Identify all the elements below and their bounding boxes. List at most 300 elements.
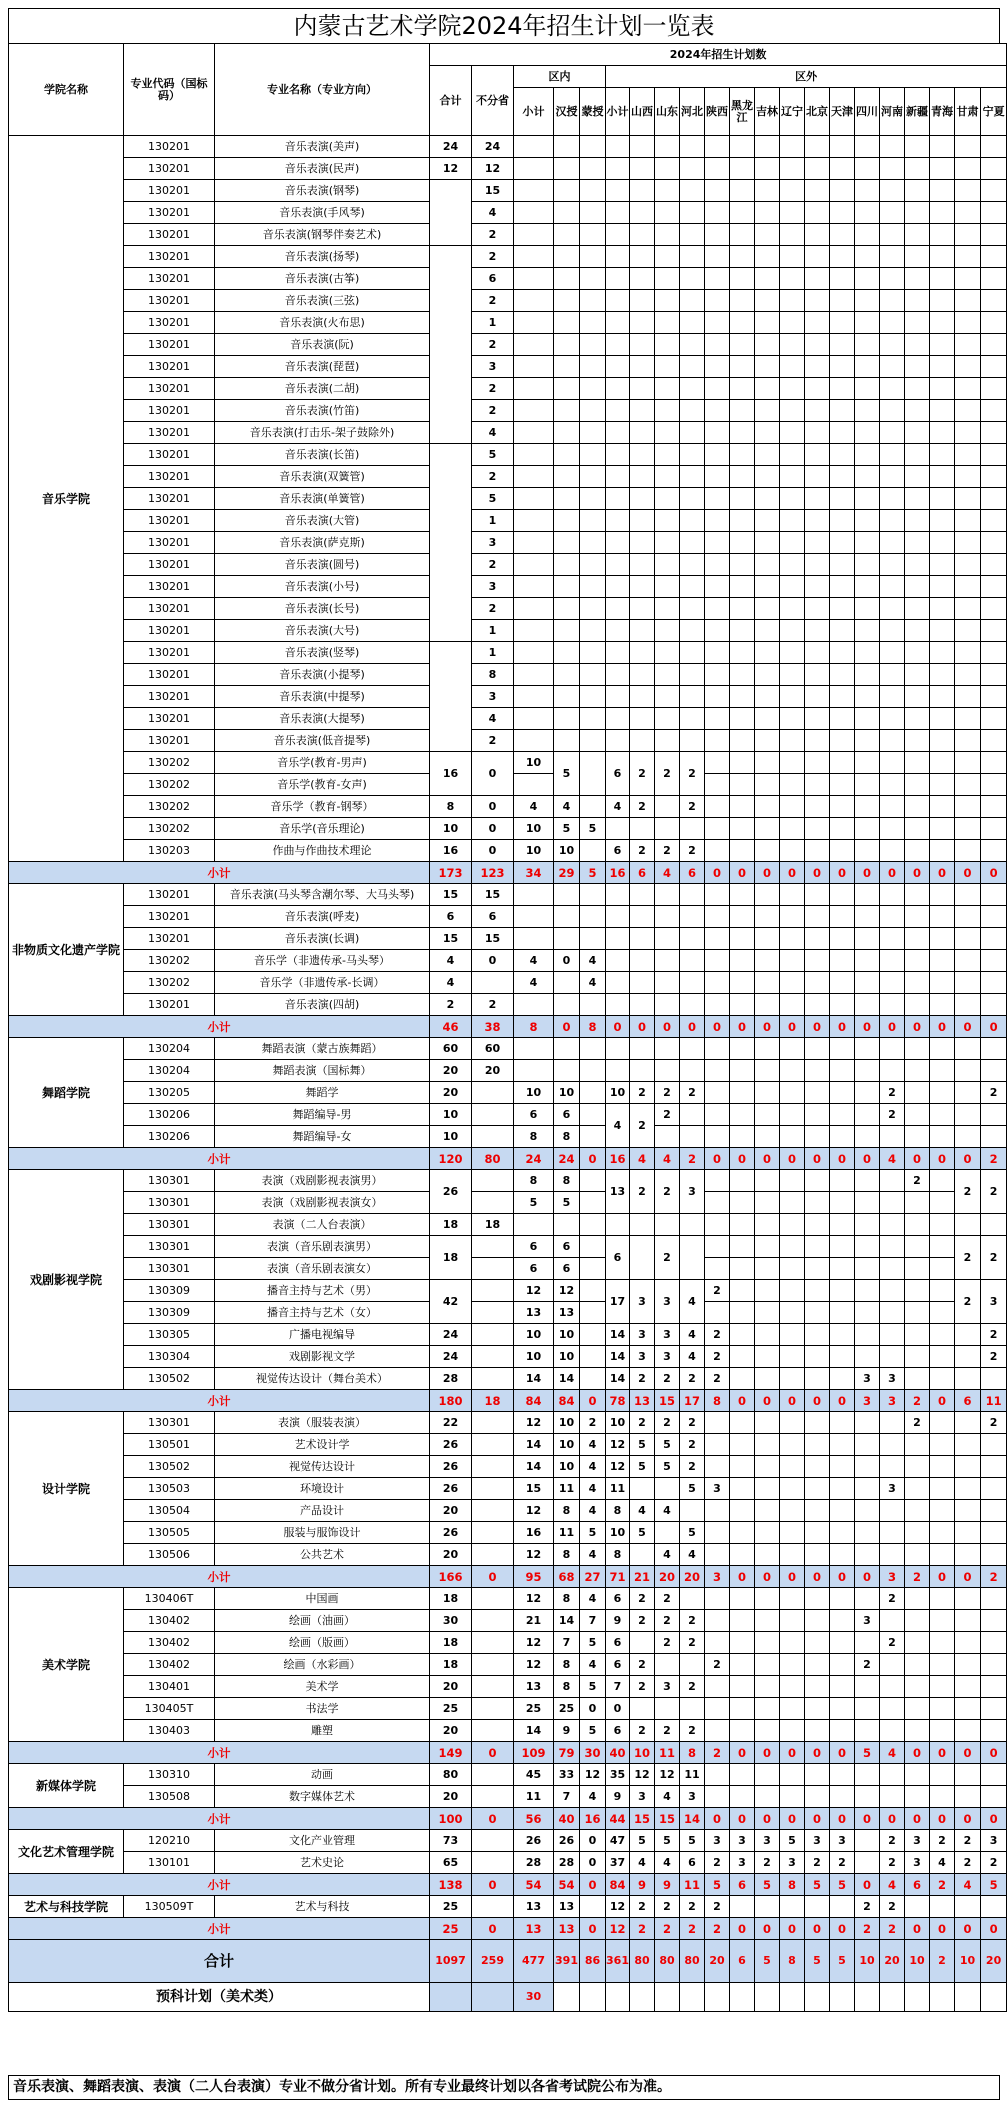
plan-value: 11 <box>554 1522 580 1544</box>
plan-value: 3 <box>630 1346 655 1368</box>
plan-value <box>705 158 730 180</box>
plan-value <box>880 1522 905 1544</box>
subtotal-value: 0 <box>730 1016 755 1038</box>
plan-value <box>780 1368 805 1390</box>
plan-value: 47 <box>606 1830 630 1852</box>
plan-value <box>855 1720 880 1742</box>
plan-value: 2 <box>630 796 655 818</box>
subtotal-value: 0 <box>780 1390 805 1412</box>
plan-value <box>630 1236 655 1280</box>
plan-value <box>655 246 680 268</box>
plan-value: 10 <box>514 818 554 840</box>
plan-value <box>606 1038 630 1060</box>
plan-value <box>930 1434 955 1456</box>
plan-value: 3 <box>705 1830 730 1852</box>
plan-value <box>955 642 981 664</box>
plan-value <box>855 1170 880 1192</box>
table-row <box>9 994 1007 1016</box>
major-name: 音乐表演(中提琴) <box>215 686 430 708</box>
plan-value <box>680 1236 705 1280</box>
preparatory-empty <box>580 1983 606 2012</box>
plan-value <box>880 972 905 994</box>
subtotal-row <box>9 1016 1007 1038</box>
plan-value <box>905 1544 930 1566</box>
preparatory-empty <box>606 1983 630 2012</box>
plan-value <box>554 488 580 510</box>
major-name: 舞蹈编导-女 <box>215 1126 430 1148</box>
plan-value <box>805 1060 830 1082</box>
subtotal-value: 40 <box>606 1742 630 1764</box>
plan-value <box>880 686 905 708</box>
plan-value <box>905 598 930 620</box>
plan-value <box>930 1258 955 1280</box>
plan-value <box>472 1082 514 1104</box>
plan-value <box>730 290 755 312</box>
plan-value <box>880 1544 905 1566</box>
plan-value <box>805 554 830 576</box>
plan-value <box>855 730 880 752</box>
plan-value <box>880 422 905 444</box>
plan-value <box>514 598 554 620</box>
major-code: 130201 <box>124 994 215 1016</box>
plan-value <box>830 1060 855 1082</box>
plan-value <box>930 950 955 972</box>
plan-value <box>606 246 630 268</box>
plan-value <box>514 532 554 554</box>
plan-value <box>755 488 780 510</box>
plan-value <box>680 202 705 224</box>
plan-value <box>554 906 580 928</box>
plan-value <box>780 1456 805 1478</box>
plan-value <box>955 1368 981 1390</box>
plan-value <box>630 598 655 620</box>
plan-value <box>805 1170 830 1192</box>
subtotal-value: 166 <box>430 1566 472 1588</box>
plan-value <box>580 1038 606 1060</box>
table-row <box>9 1720 1007 1742</box>
major-code: 130202 <box>124 796 215 818</box>
plan-value: 2 <box>580 1412 606 1434</box>
plan-value <box>580 246 606 268</box>
subtotal-value: 0 <box>472 1808 514 1830</box>
major-name: 文化产业管理 <box>215 1830 430 1852</box>
major-name: 音乐表演(大管) <box>215 510 430 532</box>
plan-value <box>755 1632 780 1654</box>
plan-value <box>830 972 855 994</box>
plan-value <box>580 708 606 730</box>
plan-value <box>580 1192 606 1214</box>
plan-value <box>472 1478 514 1500</box>
plan-value <box>655 378 680 400</box>
header-meng: 蒙授 <box>580 88 606 136</box>
plan-value: 4 <box>514 950 554 972</box>
major-code: 130201 <box>124 136 215 158</box>
plan-value <box>730 686 755 708</box>
preparatory-row <box>9 1983 1007 2012</box>
table-row <box>9 1610 1007 1632</box>
subtotal-value: 15 <box>655 1808 680 1830</box>
subtotal-label: 小计 <box>9 1808 430 1830</box>
plan-value <box>580 1236 606 1258</box>
header-province: 河南 <box>880 88 905 136</box>
plan-value <box>514 686 554 708</box>
plan-value <box>855 708 880 730</box>
plan-value <box>655 224 680 246</box>
plan-value <box>730 1610 755 1632</box>
subtotal-value: 0 <box>680 1016 705 1038</box>
plan-value <box>780 1434 805 1456</box>
plan-value <box>554 928 580 950</box>
plan-value <box>630 972 655 994</box>
subtotal-label: 小计 <box>9 862 430 884</box>
subtotal-value: 44 <box>606 1808 630 1830</box>
subtotal-value: 46 <box>430 1016 472 1038</box>
table-row <box>9 730 1007 752</box>
plan-value: 6 <box>606 1632 630 1654</box>
plan-value <box>930 378 955 400</box>
plan-value: 21 <box>514 1610 554 1632</box>
plan-value <box>554 972 580 994</box>
plan-value <box>830 664 855 686</box>
subtotal-value: 0 <box>930 1742 955 1764</box>
subtotal-value: 2 <box>981 1566 1007 1588</box>
plan-value <box>730 730 755 752</box>
plan-value <box>830 400 855 422</box>
plan-value <box>930 422 955 444</box>
major-name: 绘画（版画） <box>215 1632 430 1654</box>
plan-value: 4 <box>580 1544 606 1566</box>
subtotal-value: 20 <box>655 1566 680 1588</box>
plan-value <box>705 1434 730 1456</box>
subtotal-value: 0 <box>880 862 905 884</box>
plan-value <box>680 906 705 928</box>
plan-value: 2 <box>705 1324 730 1346</box>
plan-value: 2 <box>655 1412 680 1434</box>
subtotal-value: 0 <box>830 1918 855 1940</box>
plan-value <box>905 532 930 554</box>
plan-value: 3 <box>472 532 514 554</box>
major-name: 音乐表演(双簧管) <box>215 466 430 488</box>
plan-value <box>755 1478 780 1500</box>
plan-value <box>905 774 930 796</box>
plan-value: 5 <box>580 1676 606 1698</box>
plan-value <box>755 774 780 796</box>
plan-value <box>780 290 805 312</box>
plan-value <box>680 664 705 686</box>
subtotal-value: 0 <box>755 1742 780 1764</box>
subtotal-value: 100 <box>430 1808 472 1830</box>
plan-value <box>955 686 981 708</box>
plan-value <box>981 246 1007 268</box>
major-code: 130309 <box>124 1302 215 1324</box>
plan-value <box>680 158 705 180</box>
subtotal-value: 11 <box>680 1874 705 1896</box>
plan-value <box>930 1588 955 1610</box>
plan-value <box>514 774 554 796</box>
plan-value <box>780 510 805 532</box>
plan-value: 3 <box>730 1830 755 1852</box>
plan-value <box>930 1192 955 1214</box>
plan-value: 13 <box>606 1170 630 1214</box>
plan-value: 7 <box>554 1786 580 1808</box>
plan-value <box>880 334 905 356</box>
subtotal-value: 38 <box>472 1016 514 1038</box>
plan-value: 3 <box>755 1830 780 1852</box>
plan-value <box>930 1302 955 1324</box>
plan-value <box>655 884 680 906</box>
plan-value <box>554 224 580 246</box>
plan-value <box>880 928 905 950</box>
plan-value <box>955 444 981 466</box>
plan-value <box>905 730 930 752</box>
plan-value: 11 <box>680 1764 705 1786</box>
plan-value: 3 <box>655 1346 680 1368</box>
plan-value <box>730 620 755 642</box>
plan-value <box>780 202 805 224</box>
plan-value <box>905 1302 930 1324</box>
plan-value: 10 <box>554 1456 580 1478</box>
plan-value <box>472 1126 514 1148</box>
major-name: 播音主持与艺术（男） <box>215 1280 430 1302</box>
plan-value <box>680 972 705 994</box>
plan-value: 4 <box>472 422 514 444</box>
plan-value <box>780 1038 805 1060</box>
plan-value <box>655 488 680 510</box>
subtotal-value: 3 <box>855 1390 880 1412</box>
subtotal-value: 4 <box>880 1148 905 1170</box>
plan-value: 2 <box>630 1170 655 1214</box>
plan-value <box>930 1324 955 1346</box>
plan-value <box>830 818 855 840</box>
plan-value <box>680 818 705 840</box>
plan-value <box>514 246 554 268</box>
header-code: 专业代码（国标码） <box>124 44 215 136</box>
plan-value <box>606 334 630 356</box>
plan-value <box>805 906 830 928</box>
subtotal-value: 0 <box>705 1148 730 1170</box>
plan-value: 2 <box>680 1368 705 1390</box>
plan-value <box>981 994 1007 1016</box>
plan-value <box>680 598 705 620</box>
plan-value: 6 <box>514 1104 554 1126</box>
subtotal-value: 4 <box>880 1874 905 1896</box>
plan-value <box>554 400 580 422</box>
plan-value: 8 <box>514 1170 554 1192</box>
plan-value <box>830 1720 855 1742</box>
plan-value <box>580 312 606 334</box>
plan-value <box>930 1500 955 1522</box>
plan-value <box>780 158 805 180</box>
plan-value: 4 <box>680 1544 705 1566</box>
plan-value <box>930 1522 955 1544</box>
plan-value <box>955 466 981 488</box>
plan-value <box>880 1038 905 1060</box>
plan-value <box>830 796 855 818</box>
table-row <box>9 1346 1007 1368</box>
plan-value <box>805 1720 830 1742</box>
table-row <box>9 1324 1007 1346</box>
plan-value: 2 <box>855 1896 880 1918</box>
plan-value <box>472 1852 514 1874</box>
plan-value <box>955 1214 981 1236</box>
major-code: 130203 <box>124 840 215 862</box>
plan-value: 8 <box>554 1676 580 1698</box>
table-row <box>9 1478 1007 1500</box>
subtotal-value: 21 <box>630 1566 655 1588</box>
plan-value <box>472 1258 514 1280</box>
plan-value <box>981 158 1007 180</box>
plan-value <box>930 972 955 994</box>
plan-value <box>905 1610 930 1632</box>
plan-value <box>705 1632 730 1654</box>
plan-value <box>730 818 755 840</box>
plan-value: 2 <box>472 334 514 356</box>
plan-value <box>805 1104 830 1126</box>
subtotal-value: 0 <box>981 1918 1007 1940</box>
plan-value <box>554 994 580 1016</box>
plan-value: 20 <box>430 1060 472 1082</box>
plan-value <box>554 334 580 356</box>
plan-value: 45 <box>514 1764 554 1786</box>
plan-value <box>855 1698 880 1720</box>
plan-value: 5 <box>630 1522 655 1544</box>
plan-value: 5 <box>580 1632 606 1654</box>
plan-value: 10 <box>606 1412 630 1434</box>
plan-value: 18 <box>430 1236 472 1280</box>
plan-value <box>880 180 905 202</box>
plan-value <box>930 356 955 378</box>
plan-value <box>755 422 780 444</box>
subtotal-value: 0 <box>780 1742 805 1764</box>
plan-value <box>630 818 655 840</box>
table-row <box>9 510 1007 532</box>
plan-value <box>780 1896 805 1918</box>
plan-value <box>830 1434 855 1456</box>
plan-value: 5 <box>554 1192 580 1214</box>
major-name: 音乐学（非遗传承-马头琴） <box>215 950 430 972</box>
plan-value <box>955 950 981 972</box>
plan-value <box>514 444 554 466</box>
plan-value: 24 <box>472 136 514 158</box>
plan-value <box>905 158 930 180</box>
plan-value: 10 <box>554 1324 580 1346</box>
plan-value <box>880 1126 905 1148</box>
major-name: 广播电视编导 <box>215 1324 430 1346</box>
plan-value <box>514 906 554 928</box>
plan-value <box>655 906 680 928</box>
plan-value <box>830 1698 855 1720</box>
plan-value <box>705 1214 730 1236</box>
plan-value <box>780 378 805 400</box>
table-row <box>9 224 1007 246</box>
plan-value: 14 <box>606 1346 630 1368</box>
plan-value <box>855 1786 880 1808</box>
plan-value <box>830 246 855 268</box>
plan-value <box>655 598 680 620</box>
plan-value <box>955 1434 981 1456</box>
plan-value <box>655 532 680 554</box>
plan-value <box>606 444 630 466</box>
plan-value <box>755 1764 780 1786</box>
subtotal-value: 0 <box>930 1148 955 1170</box>
plan-value: 2 <box>880 1082 905 1104</box>
plan-value <box>955 1060 981 1082</box>
plan-value <box>580 334 606 356</box>
plan-value <box>730 444 755 466</box>
major-code: 130403 <box>124 1720 215 1742</box>
plan-value: 2 <box>472 598 514 620</box>
preparatory-empty <box>705 1983 730 2012</box>
plan-value <box>880 1192 905 1214</box>
plan-value <box>705 906 730 928</box>
plan-value <box>730 532 755 554</box>
plan-value <box>955 312 981 334</box>
plan-value <box>905 1720 930 1742</box>
plan-value <box>655 620 680 642</box>
plan-value <box>955 1610 981 1632</box>
subtotal-value: 16 <box>606 862 630 884</box>
major-code: 130301 <box>124 1258 215 1280</box>
major-code: 130301 <box>124 1214 215 1236</box>
plan-value: 0 <box>472 950 514 972</box>
plan-value <box>805 1500 830 1522</box>
plan-value <box>730 1060 755 1082</box>
plan-value <box>855 796 880 818</box>
plan-value <box>580 752 606 796</box>
plan-value <box>655 510 680 532</box>
plan-value <box>554 730 580 752</box>
major-code: 130205 <box>124 1082 215 1104</box>
plan-value <box>830 1346 855 1368</box>
plan-value <box>905 1038 930 1060</box>
plan-value <box>930 1632 955 1654</box>
plan-value: 13 <box>554 1896 580 1918</box>
major-code: 130508 <box>124 1786 215 1808</box>
plan-value <box>805 356 830 378</box>
major-name: 视觉传达设计（舞台美术） <box>215 1368 430 1390</box>
plan-value: 10 <box>554 1082 580 1104</box>
plan-value <box>981 422 1007 444</box>
major-code: 130201 <box>124 180 215 202</box>
plan-value <box>805 1192 830 1214</box>
plan-value: 2 <box>930 1830 955 1852</box>
subtotal-value: 0 <box>880 1808 905 1830</box>
plan-value: 5 <box>580 1720 606 1742</box>
plan-value <box>705 994 730 1016</box>
plan-value: 16 <box>430 840 472 862</box>
subtotal-value: 0 <box>705 1016 730 1038</box>
subtotal-value: 0 <box>981 1808 1007 1830</box>
plan-value <box>905 378 930 400</box>
plan-value <box>630 334 655 356</box>
subtotal-value: 18 <box>472 1390 514 1412</box>
plan-value <box>880 444 905 466</box>
preparatory-empty <box>554 1983 580 2012</box>
plan-value <box>730 1104 755 1126</box>
plan-value <box>855 972 880 994</box>
plan-value <box>930 598 955 620</box>
plan-value <box>930 136 955 158</box>
plan-value <box>680 1104 705 1126</box>
college-name: 新媒体学院 <box>9 1764 124 1808</box>
major-name: 音乐表演(竹笛) <box>215 400 430 422</box>
plan-value <box>554 884 580 906</box>
subtotal-value: 0 <box>955 1016 981 1038</box>
plan-value <box>680 378 705 400</box>
plan-value <box>880 1720 905 1742</box>
plan-value: 2 <box>430 994 472 1016</box>
plan-value <box>606 224 630 246</box>
